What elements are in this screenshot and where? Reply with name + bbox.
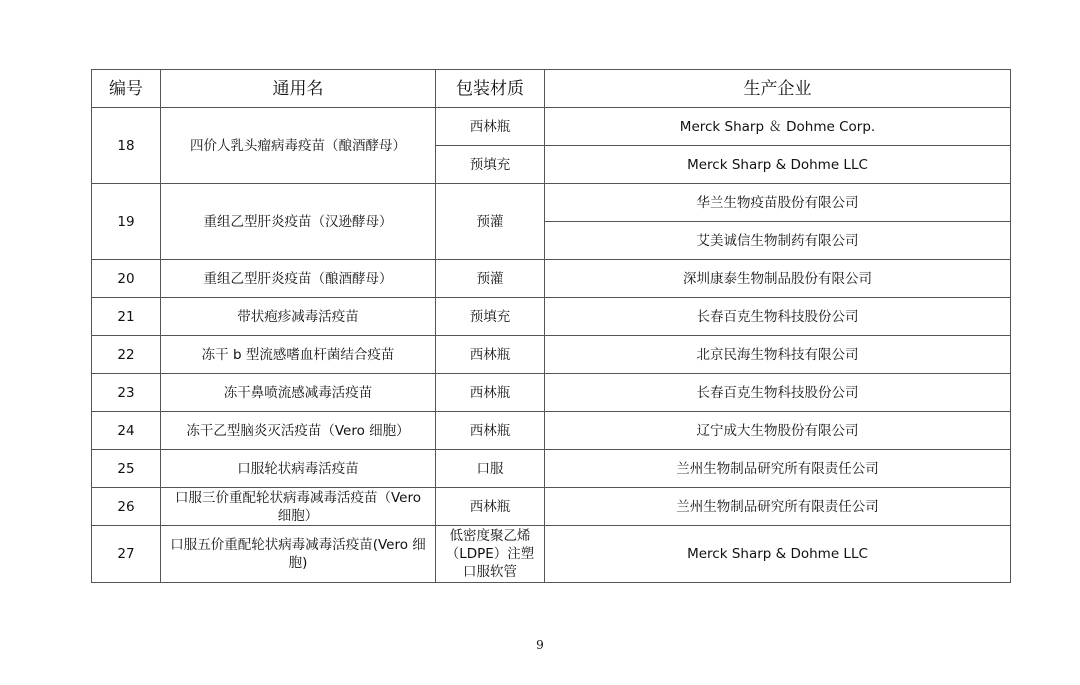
row-packaging: 西林瓶	[436, 108, 545, 146]
row-name: 冻干乙型脑炎灭活疫苗（Vero 细胞）	[161, 412, 436, 450]
table-row	[92, 450, 1011, 488]
row-maker: 辽宁成大生物股份有限公司	[545, 412, 1011, 450]
table-row	[92, 488, 1011, 526]
row-name: 重组乙型肝炎疫苗（汉逊酵母）	[161, 184, 436, 260]
row-name: 冻干鼻喷流感减毒活疫苗	[161, 374, 436, 412]
page-number: 9	[536, 638, 544, 652]
table-row	[92, 336, 1011, 374]
row-maker: Merck Sharp ＆ Dohme Corp.	[545, 108, 1011, 146]
row-packaging: 预填充	[436, 298, 545, 336]
table-row	[92, 412, 1011, 450]
vaccine-table	[91, 69, 1011, 583]
row-number: 22	[92, 336, 161, 374]
table-row	[92, 184, 1011, 222]
row-number: 18	[92, 108, 161, 184]
row-packaging: 预灌	[436, 184, 545, 260]
row-packaging: 西林瓶	[436, 488, 545, 526]
row-maker: Merck Sharp & Dohme LLC	[545, 526, 1011, 583]
row-maker: 兰州生物制品研究所有限责任公司	[545, 450, 1011, 488]
header-manufacturer: 生产企业	[545, 70, 1011, 108]
row-packaging: 西林瓶	[436, 336, 545, 374]
row-number: 19	[92, 184, 161, 260]
row-name: 冻干 b 型流感嗜血杆菌结合疫苗	[161, 336, 436, 374]
row-name: 口服三价重配轮状病毒减毒活疫苗（Vero 细胞）	[161, 488, 436, 526]
row-packaging: 西林瓶	[436, 412, 545, 450]
header-number: 编号	[92, 70, 161, 108]
row-packaging: 口服	[436, 450, 545, 488]
row-maker: 华兰生物疫苗股份有限公司	[545, 184, 1011, 222]
row-number: 23	[92, 374, 161, 412]
table-header-row	[92, 70, 1011, 108]
row-maker: 艾美诚信生物制药有限公司	[545, 222, 1011, 260]
row-maker: 长春百克生物科技股份公司	[545, 298, 1011, 336]
row-number: 21	[92, 298, 161, 336]
row-maker: 深圳康泰生物制品股份有限公司	[545, 260, 1011, 298]
table-row	[92, 108, 1011, 146]
row-number: 25	[92, 450, 161, 488]
row-name: 重组乙型肝炎疫苗（酿酒酵母）	[161, 260, 436, 298]
row-number: 24	[92, 412, 161, 450]
row-name: 四价人乳头瘤病毒疫苗（酿酒酵母）	[161, 108, 436, 184]
table-row	[92, 526, 1011, 583]
table-row	[92, 298, 1011, 336]
row-packaging: 预灌	[436, 260, 545, 298]
table-row	[92, 374, 1011, 412]
row-packaging: 低密度聚乙烯（LDPE）注塑口服软管	[436, 526, 545, 583]
row-number: 27	[92, 526, 161, 583]
row-maker: 北京民海生物科技有限公司	[545, 336, 1011, 374]
table-row	[92, 260, 1011, 298]
row-number: 20	[92, 260, 161, 298]
row-maker: 长春百克生物科技股份公司	[545, 374, 1011, 412]
row-name: 口服五价重配轮状病毒减毒活疫苗(Vero 细胞)	[161, 526, 436, 583]
row-number: 26	[92, 488, 161, 526]
row-packaging: 预填充	[436, 146, 545, 184]
row-packaging: 西林瓶	[436, 374, 545, 412]
row-name: 带状疱疹减毒活疫苗	[161, 298, 436, 336]
row-name: 口服轮状病毒活疫苗	[161, 450, 436, 488]
header-packaging: 包装材质	[436, 70, 545, 108]
header-generic-name: 通用名	[161, 70, 436, 108]
row-maker: 兰州生物制品研究所有限责任公司	[545, 488, 1011, 526]
row-maker: Merck Sharp & Dohme LLC	[545, 146, 1011, 184]
